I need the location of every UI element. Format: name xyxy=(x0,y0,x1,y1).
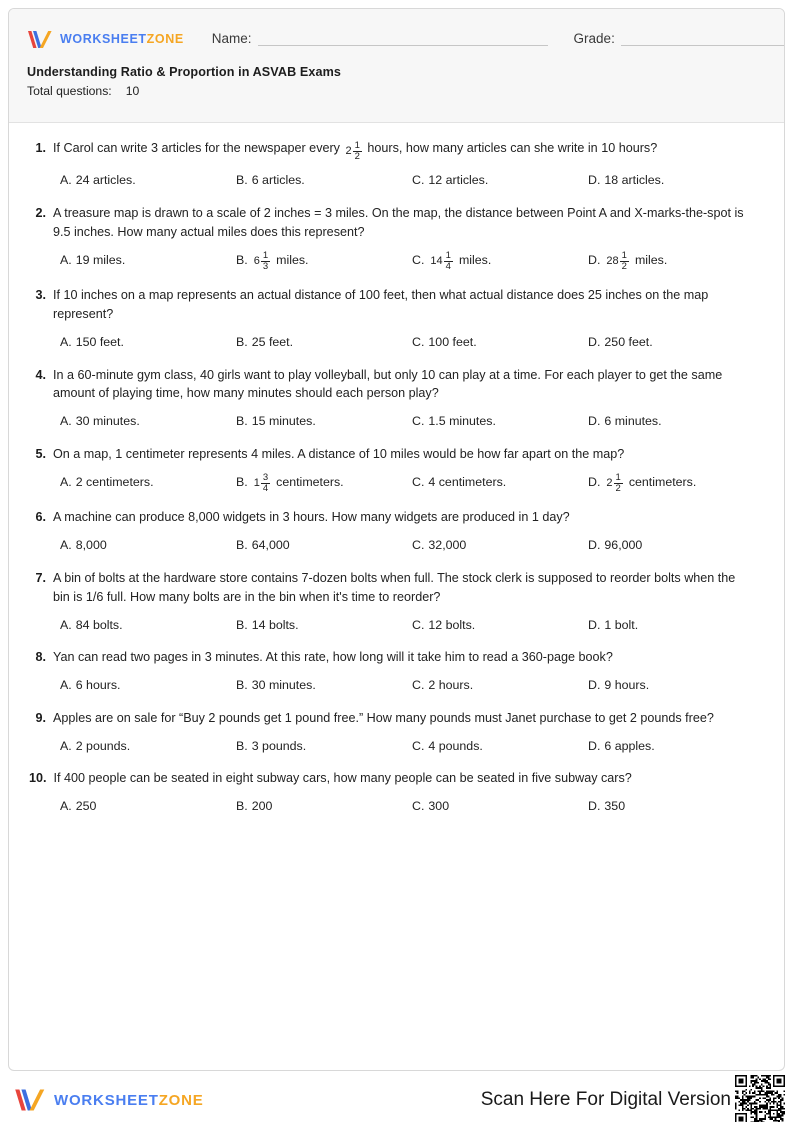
fraction-numerator: 1 xyxy=(615,471,621,483)
option-text: 6 articles. xyxy=(251,173,305,188)
question-text xyxy=(53,139,753,162)
option-letter: C. xyxy=(412,738,425,753)
option-text: 12 articles. xyxy=(428,173,489,188)
name-input-line[interactable] xyxy=(258,33,548,46)
fraction-part xyxy=(614,473,623,495)
option-text: 6 hours. xyxy=(75,678,121,693)
answer-options xyxy=(29,333,764,352)
total-questions-value: 10 xyxy=(125,84,140,98)
option-text: 2 hours. xyxy=(428,678,474,693)
option-letter: B. xyxy=(236,617,248,632)
answer-option[interactable] xyxy=(588,797,764,816)
mixed-fraction xyxy=(254,251,270,273)
question-number: 7. xyxy=(35,570,46,585)
answer-option[interactable] xyxy=(412,737,588,756)
header-meta xyxy=(9,53,784,98)
option-text: miles. xyxy=(458,252,492,267)
option-text: miles. xyxy=(276,252,309,267)
option-text: 24 articles. xyxy=(75,173,136,188)
answer-option[interactable] xyxy=(588,616,764,635)
option-text: 300 xyxy=(428,799,450,814)
option-text: 12 bolts. xyxy=(428,617,476,632)
option-letter: B. xyxy=(236,414,248,429)
fraction-denominator: 2 xyxy=(621,260,627,272)
answer-option[interactable] xyxy=(60,616,236,635)
fraction-whole: 2 xyxy=(606,477,613,490)
fraction-part xyxy=(620,251,629,273)
option-letter: A. xyxy=(60,474,72,489)
option-letter: A. xyxy=(60,538,72,553)
question-block xyxy=(29,139,764,190)
answer-options xyxy=(29,536,764,555)
option-text: 9 hours. xyxy=(604,678,650,693)
answer-option[interactable] xyxy=(412,473,588,495)
question-text: A treasure map is drawn to a scale of 2 inches = 3 miles. On the map, the distance between Point A and X-marks-the-spot is 9.5 inches. How many actual miles does this represent? xyxy=(53,205,744,239)
question-text-before: If Carol can write 3 articles for the newspaper every xyxy=(53,141,344,155)
worksheet-footer xyxy=(0,1078,793,1122)
questions-list xyxy=(9,123,784,816)
question-number: 3. xyxy=(35,288,46,303)
fraction-whole: 6 xyxy=(253,254,260,267)
question-number: 2. xyxy=(35,205,46,220)
option-letter: D. xyxy=(588,414,601,429)
option-text: 15 minutes. xyxy=(251,414,316,429)
grade-label: Grade: xyxy=(573,31,615,47)
answer-option[interactable] xyxy=(412,412,588,431)
option-text: 3 pounds. xyxy=(251,738,307,753)
question-row xyxy=(29,286,764,324)
option-text: miles. xyxy=(634,252,668,267)
answer-option[interactable] xyxy=(588,536,764,555)
option-text: 19 miles. xyxy=(75,252,126,267)
mixed-fraction xyxy=(606,473,622,495)
answer-option[interactable] xyxy=(412,676,588,695)
fraction-denominator: 4 xyxy=(262,483,269,495)
option-letter: C. xyxy=(412,799,425,814)
footer-brand-word-zone: ZONE xyxy=(158,1091,204,1109)
option-letter: C. xyxy=(412,252,425,267)
fraction-part xyxy=(261,473,270,495)
mixed-fraction xyxy=(430,251,453,273)
question-row xyxy=(29,648,764,667)
option-text: 30 minutes. xyxy=(75,414,140,429)
option-text: 250 xyxy=(75,799,97,814)
answer-option[interactable] xyxy=(236,412,412,431)
option-letter: D. xyxy=(588,252,601,267)
question-text: If 10 inches on a map represents an actual distance of 100 feet, then what actual distance does 25 inches on the map represent? xyxy=(53,288,709,321)
option-text: 4 pounds. xyxy=(428,738,483,753)
brand-word-worksheet: WORKSHEET xyxy=(60,32,147,46)
answer-options xyxy=(29,797,764,816)
answer-option[interactable] xyxy=(60,676,236,695)
answer-option[interactable] xyxy=(236,473,412,495)
question-text-after: hours, how many articles can she write in 10 hours? xyxy=(363,141,658,155)
footer-scan-area xyxy=(481,1075,785,1122)
question-text: Apples are on sale for “Buy 2 pounds get 1 pound free.” How many pounds must Janet purchase to get 2 pounds free? xyxy=(53,710,714,725)
fraction-denominator: 4 xyxy=(445,260,451,272)
option-text: 350 xyxy=(604,799,626,814)
answer-options xyxy=(29,473,764,495)
fraction-numerator: 1 xyxy=(354,139,360,151)
option-letter: B. xyxy=(236,738,248,753)
option-letter: C. xyxy=(412,678,425,693)
fraction-whole: 14 xyxy=(430,254,443,267)
brand-wordmark xyxy=(60,32,184,46)
question-number: 6. xyxy=(35,510,46,525)
option-letter: A. xyxy=(60,252,72,267)
answer-option[interactable] xyxy=(236,737,412,756)
grade-field[interactable] xyxy=(574,32,785,46)
option-letter: D. xyxy=(588,738,601,753)
question-row xyxy=(29,445,764,464)
fraction-denominator: 2 xyxy=(615,483,621,495)
option-letter: D. xyxy=(588,617,601,632)
answer-option[interactable] xyxy=(412,536,588,555)
answer-option[interactable] xyxy=(236,676,412,695)
answer-option[interactable] xyxy=(588,412,764,431)
grade-input-line[interactable] xyxy=(621,33,785,46)
option-text: 96,000 xyxy=(604,538,643,553)
question-text: In a 60-minute gym class, 40 girls want to play volleyball, but only 10 can play at a time. For each player to get the same amount of playing time, how many minutes should each person play? xyxy=(53,367,723,401)
fraction-whole: 1 xyxy=(253,477,260,490)
question-row xyxy=(29,508,764,527)
option-letter: D. xyxy=(588,475,601,490)
question-block xyxy=(29,709,764,756)
question-text: A bin of bolts at the hardware store contains 7-dozen bolts when full. The stock clerk is supposed to reorder bolts when the bin is 1/6 full. How many bolts are in the bin when it's time to reorder? xyxy=(53,570,736,604)
question-row xyxy=(29,366,764,404)
option-letter: B. xyxy=(236,678,248,693)
option-letter: A. xyxy=(60,678,72,693)
option-letter: D. xyxy=(588,799,601,814)
question-row xyxy=(29,769,764,788)
worksheet-sheet xyxy=(8,8,785,1071)
answer-option[interactable] xyxy=(236,536,412,555)
fraction-numerator: 1 xyxy=(445,249,451,261)
total-questions xyxy=(27,84,766,98)
option-letter: B. xyxy=(236,475,248,490)
fraction-numerator: 1 xyxy=(621,249,627,261)
answer-option[interactable] xyxy=(588,473,764,495)
answer-option[interactable] xyxy=(588,171,764,190)
question-block xyxy=(29,366,764,431)
question-row xyxy=(29,709,764,728)
option-text: 84 bolts. xyxy=(75,617,123,632)
question-block xyxy=(29,508,764,555)
answer-option[interactable] xyxy=(588,251,764,273)
option-letter: B. xyxy=(236,538,248,553)
answer-options xyxy=(29,676,764,695)
option-text: 6 minutes. xyxy=(604,414,662,429)
question-row xyxy=(29,204,764,242)
answer-option[interactable] xyxy=(60,412,236,431)
option-text: 6 apples. xyxy=(604,738,655,753)
question-block xyxy=(29,286,764,351)
question-row xyxy=(29,139,764,162)
option-text: 18 articles. xyxy=(604,173,665,188)
answer-option[interactable] xyxy=(60,737,236,756)
question-block xyxy=(29,569,764,634)
answer-option[interactable] xyxy=(60,251,236,273)
option-text: 32,000 xyxy=(428,538,467,553)
option-text: 64,000 xyxy=(251,538,290,553)
answer-options xyxy=(29,616,764,635)
option-text: centimeters. xyxy=(276,475,344,490)
answer-option[interactable] xyxy=(236,616,412,635)
option-text: 14 bolts. xyxy=(251,617,299,632)
option-letter: D. xyxy=(588,678,601,693)
brand-logo xyxy=(27,30,184,49)
qr-code[interactable] xyxy=(735,1075,785,1122)
question-number: 5. xyxy=(35,446,46,461)
option-text: 25 feet. xyxy=(251,334,294,349)
answer-option[interactable] xyxy=(412,251,588,273)
answer-option[interactable] xyxy=(236,333,412,352)
option-text: centimeters. xyxy=(628,475,697,490)
option-text: 2 pounds. xyxy=(75,738,131,753)
answer-options xyxy=(29,737,764,756)
question-number: 4. xyxy=(35,367,46,382)
mixed-fraction xyxy=(345,141,361,163)
answer-options xyxy=(29,412,764,431)
total-questions-label: Total questions: xyxy=(27,84,112,98)
option-letter: C. xyxy=(412,414,425,429)
answer-option[interactable] xyxy=(588,676,764,695)
option-letter: A. xyxy=(60,799,72,814)
option-letter: B. xyxy=(236,334,248,349)
answer-option[interactable] xyxy=(412,797,588,816)
page-title: Understanding Ratio & Proportion in ASVAB Exams xyxy=(27,65,341,79)
worksheet-zone-logo-icon xyxy=(27,30,53,49)
answer-option[interactable] xyxy=(60,797,236,816)
answer-option[interactable] xyxy=(588,333,764,352)
answer-option[interactable] xyxy=(60,473,236,495)
question-block xyxy=(29,769,764,816)
fraction-part xyxy=(261,251,270,273)
fraction-numerator: 1 xyxy=(262,249,269,261)
question-number: 8. xyxy=(35,650,46,665)
option-letter: C. xyxy=(412,617,425,632)
scan-instruction-text: Scan Here For Digital Version xyxy=(480,1089,731,1110)
answer-options xyxy=(29,251,764,273)
option-letter: A. xyxy=(60,414,72,429)
name-label: Name: xyxy=(211,31,252,47)
option-text: 200 xyxy=(251,799,273,814)
option-text: 100 feet. xyxy=(428,334,477,349)
name-field[interactable] xyxy=(212,32,548,46)
option-text: 1 bolt. xyxy=(604,617,639,632)
option-letter: B. xyxy=(236,799,248,814)
answer-option[interactable] xyxy=(236,797,412,816)
fraction-whole: 2 xyxy=(345,144,352,157)
fraction-part xyxy=(444,251,453,273)
header-top-row xyxy=(9,9,784,53)
footer-brand-word-worksheet: WORKSHEET xyxy=(54,1091,159,1109)
fraction-whole: 28 xyxy=(606,254,619,267)
answer-option[interactable] xyxy=(588,737,764,756)
question-text: A machine can produce 8,000 widgets in 3 hours. How many widgets are produced in 1 day? xyxy=(53,510,570,525)
answer-option[interactable] xyxy=(412,333,588,352)
option-letter: D. xyxy=(588,538,601,553)
option-text: 4 centimeters. xyxy=(428,474,507,489)
option-letter: B. xyxy=(236,252,248,267)
option-letter: A. xyxy=(60,738,72,753)
question-text: Yan can read two pages in 3 minutes. At this rate, how long will it take him to read a 360-page book? xyxy=(53,650,613,665)
fraction-numerator: 3 xyxy=(262,471,269,483)
option-letter: D. xyxy=(588,334,601,349)
answer-options xyxy=(29,171,764,190)
option-text: 8,000 xyxy=(75,538,107,553)
option-text: 150 feet. xyxy=(75,334,124,349)
footer-brand-wordmark xyxy=(54,1092,204,1109)
worksheet-zone-logo-icon xyxy=(14,1088,46,1112)
question-row xyxy=(29,569,764,607)
option-text: 250 feet. xyxy=(604,334,653,349)
option-text: 1.5 minutes. xyxy=(428,414,496,429)
option-letter: C. xyxy=(412,173,425,188)
question-number: 1. xyxy=(35,141,46,155)
answer-option[interactable] xyxy=(412,616,588,635)
answer-option[interactable] xyxy=(236,171,412,190)
option-letter: A. xyxy=(60,173,72,188)
option-letter: C. xyxy=(412,538,425,553)
question-number: 10. xyxy=(29,771,47,786)
question-number: 9. xyxy=(35,710,46,725)
answer-option[interactable] xyxy=(60,333,236,352)
question-block xyxy=(29,445,764,494)
question-text: On a map, 1 centimeter represents 4 miles. A distance of 10 miles would be how far apart on the map? xyxy=(53,446,625,461)
option-letter: A. xyxy=(60,334,72,349)
worksheet-header xyxy=(9,9,784,123)
answer-option[interactable] xyxy=(412,171,588,190)
option-text: 30 minutes. xyxy=(251,678,316,693)
answer-option[interactable] xyxy=(60,171,236,190)
fraction-part xyxy=(353,141,362,163)
mixed-fraction xyxy=(254,473,270,495)
mixed-fraction xyxy=(606,251,629,273)
option-letter: C. xyxy=(412,334,425,349)
fraction-denominator: 3 xyxy=(262,260,269,272)
option-text: 2 centimeters. xyxy=(75,474,154,489)
answer-option[interactable] xyxy=(236,251,412,273)
option-letter: C. xyxy=(412,474,425,489)
option-letter: D. xyxy=(588,173,601,188)
question-text: If 400 people can be seated in eight subway cars, how many people can be seated in five subway cars? xyxy=(53,771,632,786)
fraction-denominator: 2 xyxy=(354,150,360,162)
footer-brand-logo xyxy=(14,1088,204,1112)
option-letter: A. xyxy=(60,617,72,632)
answer-option[interactable] xyxy=(60,536,236,555)
question-block xyxy=(29,204,764,272)
question-block xyxy=(29,648,764,695)
option-letter: B. xyxy=(236,173,248,188)
brand-word-zone: ZONE xyxy=(146,32,184,46)
